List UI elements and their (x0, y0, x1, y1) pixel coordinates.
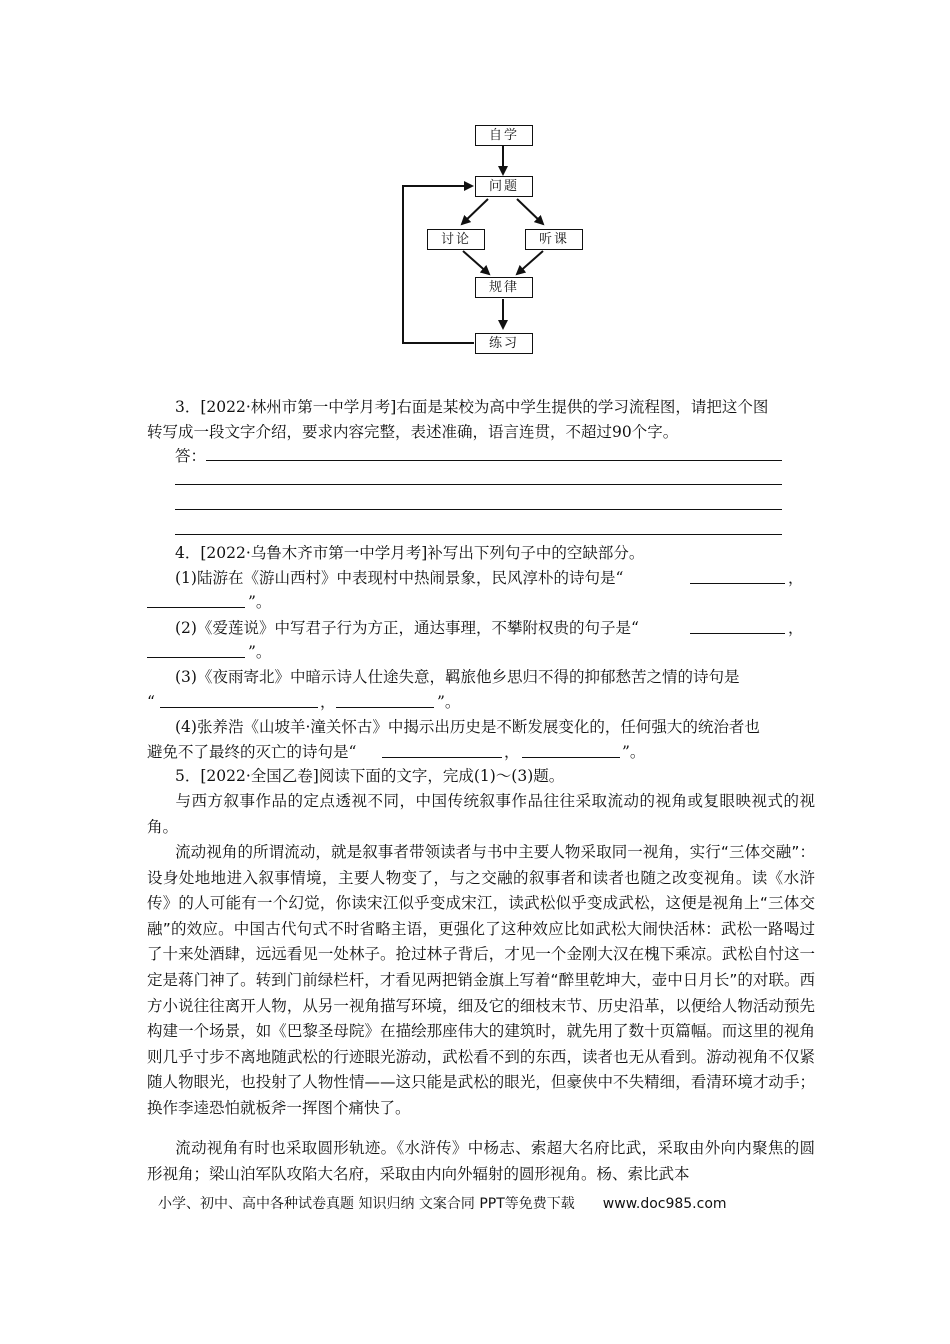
arrow-wenti-taolun (462, 199, 488, 224)
q4-blank-1b[interactable] (147, 607, 245, 608)
q4-item-2-text: (2)《爱莲说》中写君子行为方正，通达事理，不攀附权贵的句子是“ (175, 619, 639, 637)
q3-line-1: 3．[2022·林州市第一中学月考]右面是某校为高中学生提供的学习流程图，请把这个图 (175, 398, 769, 416)
page-footer (158, 1193, 727, 1213)
q4-item-2-sep: ， (788, 619, 804, 637)
q4-item-4-text: (4)张养浩《山坡羊·潼关怀古》中揭示出历史是不断发展变化的，任何强大的统治者也 (175, 718, 760, 736)
flow-node-lianxi: 练习 (475, 333, 533, 354)
q5-p1-text: 与西方叙事作品的定点透视不同，中国传统叙事作品往往采取流动的视角或复眼映视式的视角。 (147, 792, 815, 836)
q5-paragraph-2 (147, 840, 815, 1122)
q4-blank-3a[interactable] (160, 707, 318, 708)
q4-blank-1a[interactable] (690, 583, 785, 584)
q4-blank-4b[interactable] (522, 757, 620, 758)
arrow-wenti-tingke (517, 199, 543, 224)
q5-p2-text: 流动视角的所谓流动，就是叙事者带领读者与书中主要人物采取同一视角，实行“三体交融”：设身处地地进入叙事情境，主要人物变了，与之交融的叙事者和读者也随之改变视角。读《水浒传》的人可能有一个幻觉，你读宋江似乎变成宋江，读武松似乎变成武松，这便是视角上“三体交融”的效应。中国古代句式不时省略主语，更强化了这种效应比如武松大闹快活林：武松一路喝过了十来处酒肆，远远看见一处林子。抢过林子背后，才见一个金刚大汉在槐下乘凉。武松自忖这一定是蒋门神了。转到门前绿栏杆，才看见两把销金旗上写着“醉里乾坤大，壶中日月长”的对联。西方小说往往离开人物，从另一视角描写环境，细及它的细枝末节、历史沿革，以便给人物活动预先构建一个场景，如《巴黎圣母院》在描绘那座伟大的建筑时，就先用了数十页篇幅。而这里的视角则几乎寸步不离地随武松的行迹眼光游动，武松看不到的东西，读者也无从看到。游动视角不仅紧随人物眼光，也投射了人物性情——这只能是武松的眼光，但豪侠中不失精细，看清环境才动手；换作李逵恐怕就板斧一挥图个痛快了。 (147, 843, 815, 1117)
q4-item-1-text: (1)陆游在《游山西村》中表现村中热闹景象，民风淳朴的诗句是“ (175, 569, 624, 587)
q4-item-4-sep: ， (504, 743, 520, 761)
answer-line-1[interactable] (206, 460, 782, 461)
q4-item-4-cont: 避免不了最终的灭亡的诗句是“ (147, 743, 357, 761)
flow-node-tingke: 听课 (525, 229, 583, 250)
answer-line-3[interactable] (175, 509, 782, 510)
arrow-tingke-guilv (517, 251, 543, 274)
q4-item-3-end: ”。 (437, 693, 461, 711)
q4-blank-4a[interactable] (382, 757, 502, 758)
flow-node-guilv: 规律 (475, 277, 533, 298)
answer-line-2[interactable] (175, 484, 782, 485)
q4-blank-2b[interactable] (147, 657, 245, 658)
flow-node-wenti: 问题 (475, 176, 533, 197)
q4-intro: 4．[2022·乌鲁木齐市第一中学月考]补写出下列句子中的空缺部分。 (175, 544, 645, 562)
q4-blank-2a[interactable] (690, 633, 785, 634)
q5-p3-text: 流动视角有时也采取圆形轨迹。《水浒传》中杨志、索超大名府比武，采取由外向内聚焦的圆形视角；梁山泊军队攻陷大名府，采取由内向外辐射的圆形视角。杨、索比武本 (147, 1139, 815, 1183)
q5-intro: 5．[2022·全国乙卷]阅读下面的文字，完成(1)～(3)题。 (175, 767, 565, 785)
q4-blank-3b[interactable] (336, 707, 434, 708)
q5-paragraph-1 (147, 789, 815, 840)
q4-item-3-text: (3)《夜雨寄北》中暗示诗人仕途失意，羁旅他乡思归不得的抑郁愁苦之情的诗句是 (175, 668, 740, 686)
q4-item-3-sep: ， (320, 693, 336, 711)
footer-site[interactable]: www.doc985.com (602, 1196, 727, 1212)
q4-item-2-end: ”。 (248, 643, 272, 661)
q3-answer-label: 答： (175, 447, 207, 465)
q5-paragraph-3 (147, 1136, 815, 1187)
arrow-lianxi-wenti-loop (403, 186, 474, 343)
arrow-taolun-guilv (463, 251, 489, 274)
flow-node-zixue: 自学 (475, 125, 533, 146)
q4-item-1-end: ”。 (248, 593, 272, 611)
q4-item-3-open: “ (147, 693, 155, 711)
q4-item-1-sep: ， (788, 569, 804, 587)
footer-text: 小学、初中、高中各种试卷真题 知识归纳 文案合同 PPT等免费下载 (158, 1196, 575, 1212)
q4-item-4-end: ”。 (622, 743, 646, 761)
q3-line-2: 转写成一段文字介绍，要求内容完整，表述准确，语言连贯，不超过90个字。 (147, 423, 679, 441)
flow-node-taolun: 讨论 (427, 229, 485, 250)
answer-line-4[interactable] (175, 534, 782, 535)
